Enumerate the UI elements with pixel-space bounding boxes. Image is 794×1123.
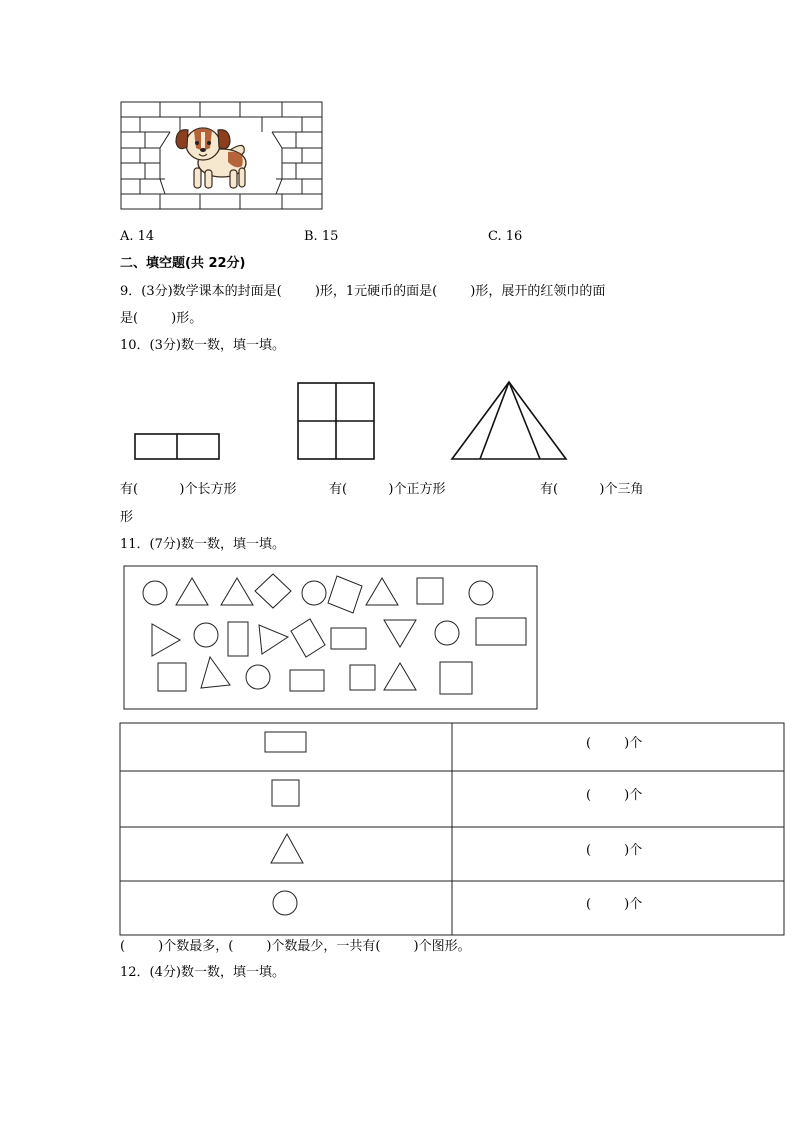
table-square-icon xyxy=(272,780,299,806)
table-answer-circle[interactable]: ( )个 xyxy=(586,897,643,912)
q9-line2: 是( )形。 xyxy=(120,311,203,326)
q12-stem: 12．(4分)数一数，填一填。 xyxy=(120,965,285,980)
q11-stem: 11．(7分)数一数，填一填。 xyxy=(120,537,285,552)
q10-answer-triangles[interactable]: 有( )个三角 xyxy=(540,482,644,497)
q11-summary[interactable]: ( )个数最多，( )个数最少，一共有( )个图形。 xyxy=(120,939,471,954)
table-answer-rectangle[interactable]: ( )个 xyxy=(586,736,643,751)
table-rectangle-icon xyxy=(265,732,306,752)
section-heading: 二、填空题(共 22分) xyxy=(120,256,246,271)
option-b[interactable]: B. 15 xyxy=(304,229,339,244)
q10-stem: 10．(3分)数一数，填一填。 xyxy=(120,338,285,353)
option-c[interactable]: C. 16 xyxy=(488,229,523,244)
table-circle-icon xyxy=(273,891,297,915)
q9-line1: 9．(3分)数学课本的封面是( )形，1元硬币的面是( )形，展开的红领巾的面 xyxy=(120,284,606,299)
table-answer-square[interactable]: ( )个 xyxy=(586,788,643,803)
table-answer-triangle[interactable]: ( )个 xyxy=(586,843,643,858)
table-triangle-icon xyxy=(271,834,303,863)
option-a[interactable]: A. 14 xyxy=(120,229,155,244)
q10-answer-squares[interactable]: 有( )个正方形 xyxy=(329,482,446,497)
q10-answer-rectangles[interactable]: 有( )个长方形 xyxy=(120,482,237,497)
q10-answer-wrap: 形 xyxy=(120,510,134,525)
